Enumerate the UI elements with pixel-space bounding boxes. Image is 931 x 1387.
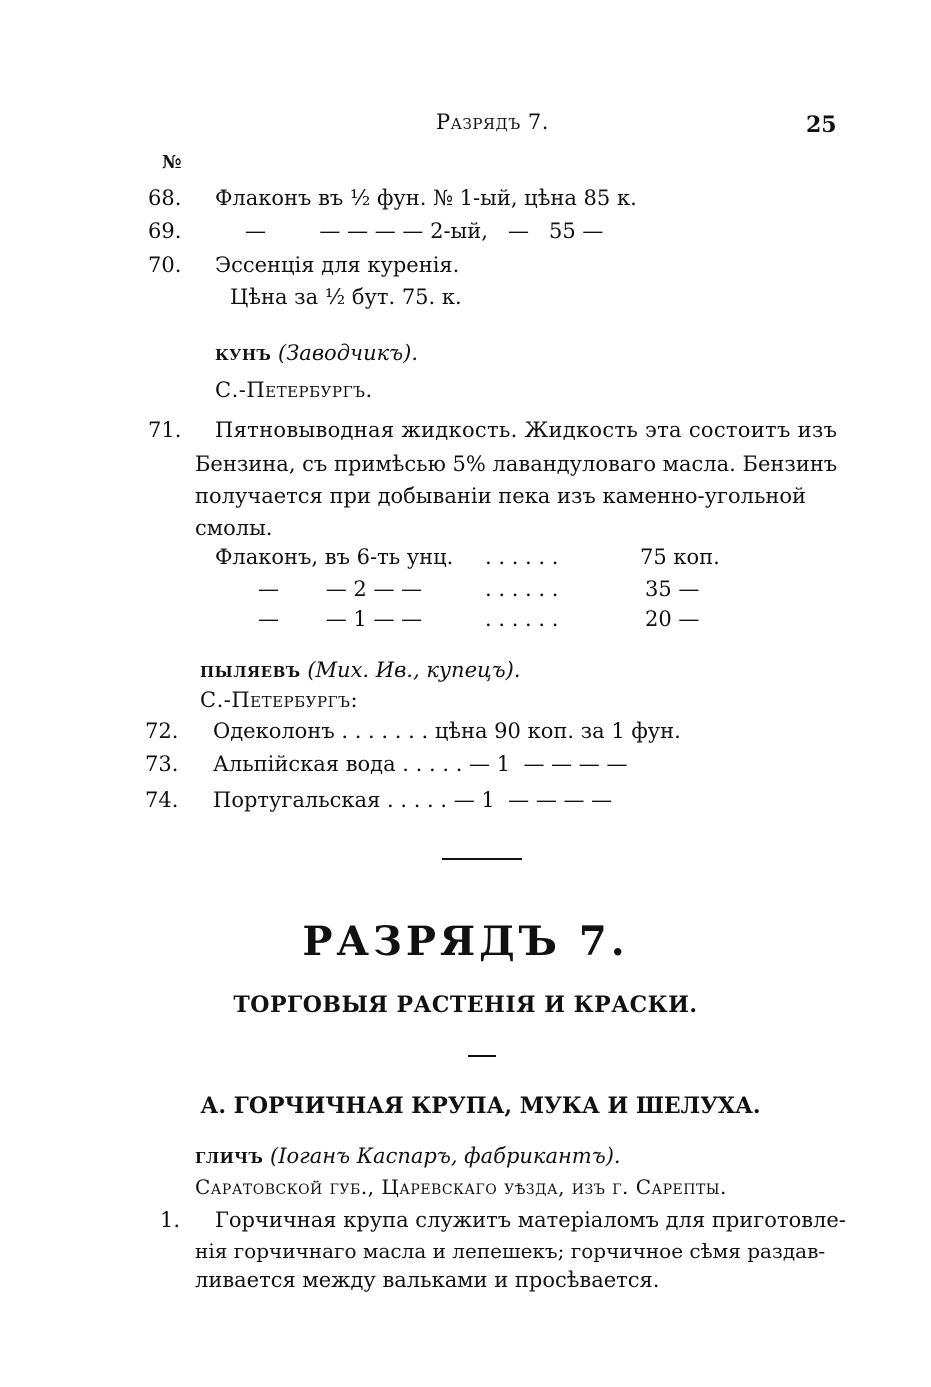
section-title: РАЗРЯДЪ 7. <box>302 918 629 965</box>
maker-glich <box>195 1143 621 1168</box>
price-dots: . . . . . . <box>485 607 559 631</box>
item-71-line: получается при добываніи пека изъ каменно-угольной <box>195 484 807 508</box>
price-dots: . . . . . . <box>485 545 559 569</box>
maker-kun <box>215 340 418 365</box>
subsection-a-title: А. ГОРЧИЧНАЯ КРУПА, МУКА И ШЕЛУХА. <box>200 1093 761 1119</box>
item-1-line: нія горчичнаго масла и лепешекъ; горчичное сѣмя раздав- <box>195 1239 826 1263</box>
item-72-number: 72. <box>145 719 179 743</box>
item-71-price-row <box>258 607 738 631</box>
item-73-number: 73. <box>145 752 179 776</box>
column-number-mark: № <box>162 152 182 173</box>
price-value: 75 коп. <box>640 545 720 569</box>
price-value: 20 — <box>645 607 700 631</box>
item-69-text: — — — — — 2-ый, — 55 — <box>245 219 604 243</box>
item-71-line: Пятновыводная жидкость. Жидкость эта состоитъ изъ <box>215 418 838 442</box>
price-value: 35 — <box>645 577 700 601</box>
maker-pylyaev-city: С.-Петербургъ: <box>200 688 359 712</box>
page-number: 25 <box>806 112 837 138</box>
maker-pylyaev <box>200 657 521 682</box>
maker-kun-city: С.-Петербургъ. <box>215 378 373 402</box>
item-1-number: 1. <box>160 1208 181 1232</box>
maker-kun-role: (Заводчикъ). <box>278 341 418 365</box>
item-70-text: Эссенція для куренія. <box>215 253 460 277</box>
item-71-price-row <box>215 545 735 569</box>
item-71-line: смолы. <box>195 516 273 540</box>
price-label: Флаконъ, въ 6-ть унц. <box>215 545 454 569</box>
ornament-divider <box>442 858 522 860</box>
running-title: Разрядъ 7. <box>436 110 549 134</box>
maker-pylyaev-role: (Мих. Ив., купецъ). <box>307 658 521 682</box>
maker-pylyaev-name: пыляевъ <box>200 657 301 682</box>
item-70-number: 70. <box>148 253 182 277</box>
item-71-price-row <box>258 577 738 601</box>
item-68-text: Флаконъ въ ½ фун. № 1-ый, цѣна 85 к. <box>215 186 637 210</box>
item-71-number: 71. <box>148 418 182 442</box>
maker-kun-name: кунъ <box>215 340 272 365</box>
item-74-text: Португальская . . . . . — 1 — — — — <box>213 788 613 812</box>
item-68-number: 68. <box>148 186 182 210</box>
maker-glich-place: Саратовской губ., Царевскаго уѣзда, изъ г. Сарепты. <box>195 1175 727 1199</box>
maker-glich-role: (Іоганъ Каспаръ, фабрикантъ). <box>270 1144 621 1168</box>
maker-glich-name: гличъ <box>195 1143 264 1168</box>
item-73-text: Альпійская вода . . . . . — 1 — — — — <box>213 752 628 776</box>
section-subtitle: ТОРГОВЫЯ РАСТЕНІЯ И КРАСКИ. <box>233 992 698 1018</box>
price-label: — — 2 — — <box>258 577 423 601</box>
item-1-line: ливается между вальками и просѣвается. <box>195 1268 660 1292</box>
price-dots: . . . . . . <box>485 577 559 601</box>
short-divider <box>468 1055 496 1057</box>
item-72-text: Одеколонъ . . . . . . . цѣна 90 коп. за 1 фун. <box>213 719 681 743</box>
item-71-line: Бензина, съ примѣсью 5% лавандуловаго масла. Бензинъ <box>195 452 838 476</box>
item-69-number: 69. <box>148 219 182 243</box>
price-label: — — 1 — — <box>258 607 423 631</box>
item-1-line: Горчичная крупа служитъ матеріаломъ для приготовле- <box>215 1208 846 1232</box>
item-70-price: Цѣна за ½ бут. 75. к. <box>230 285 462 309</box>
item-74-number: 74. <box>145 788 179 812</box>
